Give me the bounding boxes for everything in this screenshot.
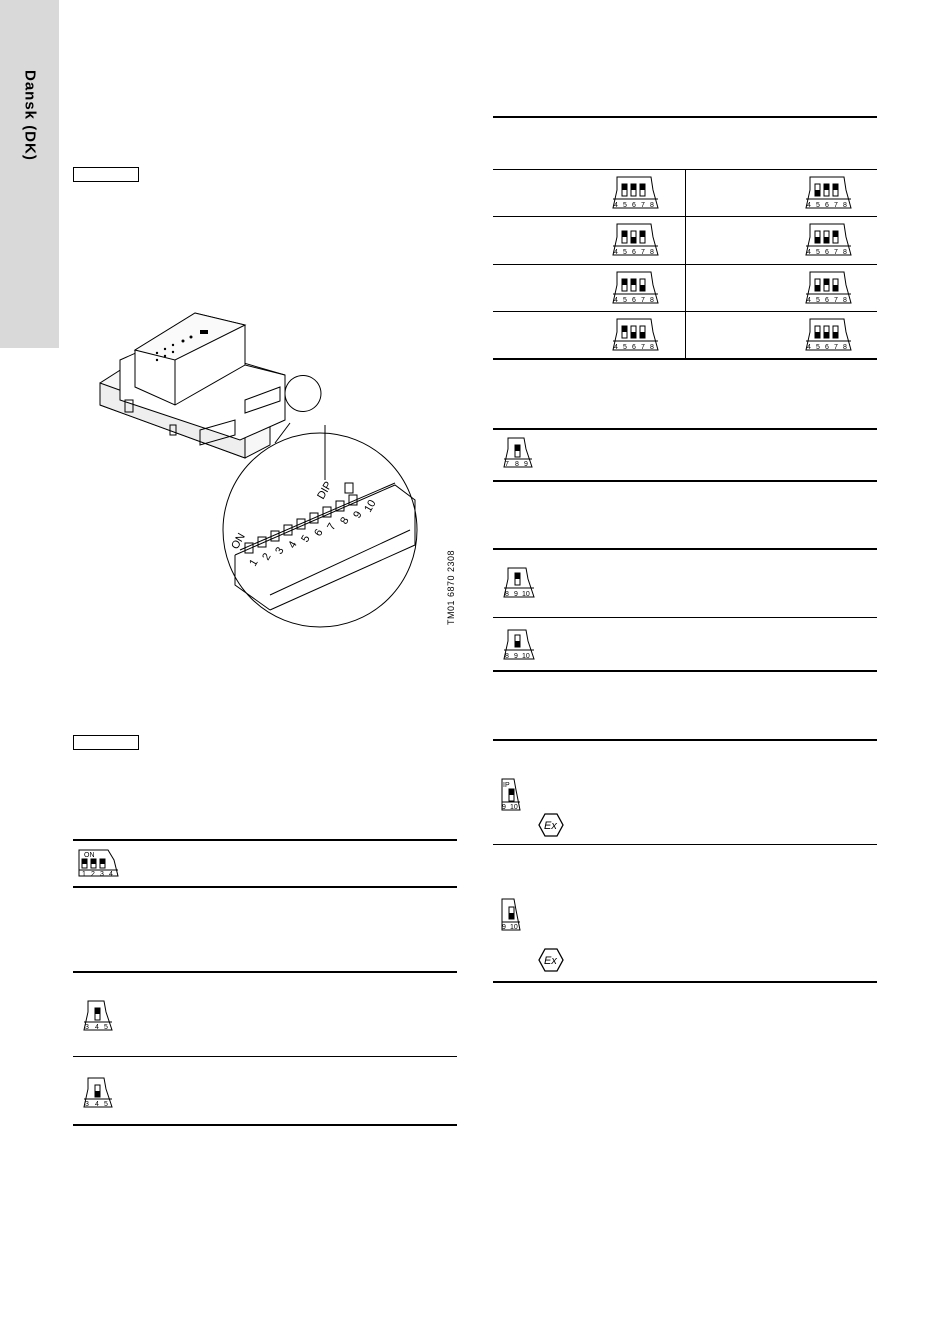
svg-text:8: 8 <box>505 591 509 598</box>
svg-text:9: 9 <box>524 461 528 468</box>
svg-text:6: 6 <box>632 249 636 256</box>
ex-hexagon-icon <box>538 813 564 837</box>
svg-text:6: 6 <box>825 297 829 304</box>
dip-switch-7-9-icon <box>502 437 534 469</box>
svg-text:5: 5 <box>816 344 820 351</box>
svg-text:5: 5 <box>104 1024 108 1031</box>
svg-text:8: 8 <box>843 297 847 304</box>
dip-switch-8-10-up-icon <box>502 567 536 599</box>
svg-text:5: 5 <box>623 249 627 256</box>
svg-text:4: 4 <box>286 539 300 551</box>
svg-text:8: 8 <box>505 653 509 660</box>
svg-text:6: 6 <box>632 344 636 351</box>
dip-switch-3-5-up-icon <box>82 1000 114 1032</box>
ex-hexagon-icon <box>538 948 564 972</box>
svg-text:6: 6 <box>825 202 829 209</box>
svg-text:Ex: Ex <box>544 820 557 832</box>
svg-text:5: 5 <box>623 202 627 209</box>
dip-label: DIP <box>315 479 335 502</box>
svg-text:8: 8 <box>515 461 519 468</box>
dip-switch-9-10-icon <box>500 898 522 932</box>
svg-text:10: 10 <box>362 497 379 515</box>
svg-text:3: 3 <box>100 871 104 878</box>
svg-text:9: 9 <box>502 804 506 811</box>
language-tab <box>0 0 59 348</box>
column-divider <box>685 169 686 359</box>
svg-text:ON: ON <box>84 852 95 859</box>
rule <box>73 839 457 841</box>
dip-switch-4-8-icon <box>611 174 659 210</box>
svg-text:6: 6 <box>312 527 326 539</box>
svg-text:Ex: Ex <box>544 955 557 967</box>
dip-switch-4-8-icon <box>804 221 852 257</box>
svg-text:4: 4 <box>109 871 113 878</box>
dip-switch-1-4-icon <box>78 848 120 878</box>
note-box-1 <box>73 167 139 182</box>
dip-switch-4-8-icon <box>804 174 852 210</box>
svg-text:4: 4 <box>95 1024 99 1031</box>
svg-text:5: 5 <box>299 533 313 545</box>
svg-text:7: 7 <box>834 202 838 209</box>
svg-text:6: 6 <box>825 249 829 256</box>
rule <box>493 116 877 118</box>
svg-text:3: 3 <box>273 545 287 557</box>
svg-text:4: 4 <box>614 202 618 209</box>
svg-text:7: 7 <box>505 461 509 468</box>
rule <box>73 1056 457 1057</box>
svg-text:10: 10 <box>522 591 530 598</box>
rule <box>73 886 457 888</box>
dip-on-label: ON <box>229 531 248 552</box>
rule <box>493 548 877 550</box>
svg-text:5: 5 <box>816 297 820 304</box>
dip-switch-3-5-down-icon <box>82 1077 114 1109</box>
rule <box>493 670 877 672</box>
note-box-2 <box>73 735 139 750</box>
svg-text:1: 1 <box>82 871 86 878</box>
dip-switch-9-10-ip-icon <box>500 778 522 812</box>
svg-text:7: 7 <box>325 521 339 533</box>
svg-text:3: 3 <box>85 1024 89 1031</box>
rule <box>73 1124 457 1126</box>
svg-text:4: 4 <box>95 1101 99 1108</box>
svg-text:8: 8 <box>338 515 352 527</box>
svg-text:5: 5 <box>816 202 820 209</box>
svg-text:7: 7 <box>834 249 838 256</box>
svg-text:4: 4 <box>614 297 618 304</box>
svg-text:5: 5 <box>104 1101 108 1108</box>
svg-text:7: 7 <box>641 344 645 351</box>
svg-text:8: 8 <box>650 202 654 209</box>
dip-switch-4-8-icon <box>611 316 659 352</box>
svg-text:4: 4 <box>614 249 618 256</box>
svg-text:5: 5 <box>623 344 627 351</box>
rule <box>493 981 877 983</box>
svg-text:10: 10 <box>510 804 518 811</box>
rule <box>493 844 877 845</box>
svg-text:8: 8 <box>843 202 847 209</box>
svg-text:4: 4 <box>807 297 811 304</box>
svg-text:2: 2 <box>260 551 274 563</box>
svg-text:10: 10 <box>522 653 530 660</box>
svg-text:3: 3 <box>85 1101 89 1108</box>
svg-text:9: 9 <box>502 924 506 931</box>
svg-text:7: 7 <box>834 344 838 351</box>
svg-text:8: 8 <box>843 344 847 351</box>
svg-text:8: 8 <box>650 297 654 304</box>
dip-switch-4-8-icon <box>611 269 659 305</box>
rule <box>73 971 457 973</box>
svg-text:8: 8 <box>843 249 847 256</box>
svg-text:5: 5 <box>623 297 627 304</box>
rule <box>493 617 877 618</box>
rule <box>493 428 877 430</box>
dip-switch-4-8-icon <box>611 221 659 257</box>
svg-text:9: 9 <box>514 653 518 660</box>
svg-text:2: 2 <box>91 871 95 878</box>
rule <box>493 480 877 482</box>
figure-code: TM01 6870 2308 <box>446 549 456 625</box>
svg-text:9: 9 <box>514 591 518 598</box>
svg-text:4: 4 <box>614 344 618 351</box>
svg-text:1: 1 <box>247 557 261 569</box>
dip-switch-4-8-icon <box>804 316 852 352</box>
svg-text:10: 10 <box>510 924 518 931</box>
svg-text:4: 4 <box>807 344 811 351</box>
rule <box>493 739 877 741</box>
svg-text:7: 7 <box>641 249 645 256</box>
svg-text:8: 8 <box>650 249 654 256</box>
svg-text:IP: IP <box>503 782 510 789</box>
language-label: Dansk (DK) <box>21 70 39 161</box>
svg-text:8: 8 <box>650 344 654 351</box>
svg-text:5: 5 <box>816 249 820 256</box>
module-illustration <box>95 305 425 635</box>
svg-text:7: 7 <box>641 297 645 304</box>
svg-text:6: 6 <box>632 297 636 304</box>
svg-text:7: 7 <box>641 202 645 209</box>
svg-text:4: 4 <box>807 249 811 256</box>
dip-switch-4-8-icon <box>804 269 852 305</box>
dip-switch-8-10-down-icon <box>502 629 536 661</box>
svg-text:4: 4 <box>807 202 811 209</box>
svg-text:9: 9 <box>351 509 365 521</box>
svg-text:7: 7 <box>834 297 838 304</box>
svg-text:6: 6 <box>825 344 829 351</box>
svg-text:6: 6 <box>632 202 636 209</box>
